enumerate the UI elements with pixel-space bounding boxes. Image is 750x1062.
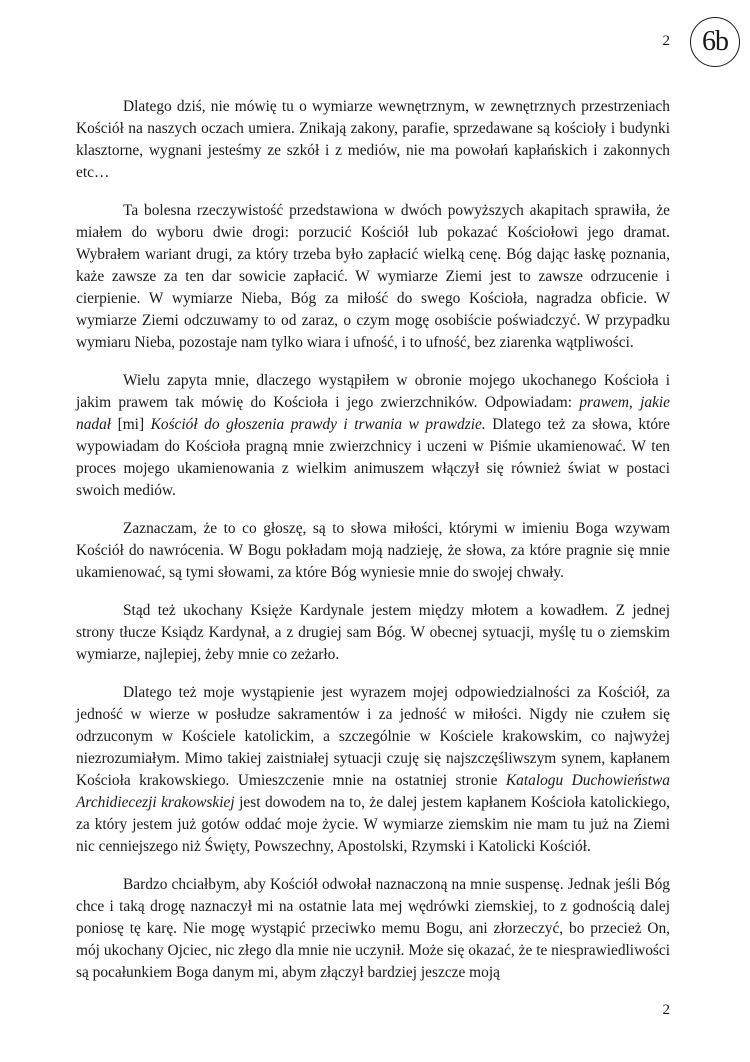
text-run: Stąd też ukochany Księże Kardynale jestem między młotem a kowadłem. Z jednej strony tłucze Ksiądz Kardynał, a z drugiej sam Bóg. W obecnej sytuacji, myślę tu o ziemskim wymiarze, najlepiej, żeby mnie co zeżarło. [76, 602, 670, 663]
paragraph [76, 874, 670, 984]
text-run: Zaznaczam, że to co głoszę, są to słowa miłości, którymi w imieniu Boga wzywam Kościół do nawrócenia. W Bogu pokładam moją nadzieję, że słowa, za które pragnie się mnie ukamienować, są tymi słowami, za które Bóg wyniesie mnie do swojej chwały. [76, 520, 670, 581]
text-run: Wielu zapyta mnie, dlaczego wystąpiłem w obronie mojego ukochanego Kościoła i jakim prawem tak mówię do Kościoła i jego zwierzchników. Odpowiadam: [76, 372, 670, 411]
paragraph [76, 600, 670, 666]
text-run: Dlatego też za słowa, które wypowiadam do Kościoła pragną mnie zwierzchnicy i uczeni w Piśmie ukamienować. W ten proces mojego ukamienowania z wielkim animuszem włączył się również świat w postaci swoich mediów. [76, 416, 670, 499]
italic-text: Katalogu Duchowieństwa Archidiecezji krakowskiej [76, 772, 670, 811]
text-run: Dlatego też moje wystąpienie jest wyrazem mojej odpowiedzialności za Kościół, za jedność w wierze w posłudze sakramentów i za jedność w miłości. Nigdy nie czułem się odrzuconym w Kościele katolickim, a szczególnie w Kościele krakowskim, co najwyżej niezrozumiałym. Mimo takiej zaistniałej sytuacji czuję się najszczęśliwszym synem, kapłanem Kościoła krakowskiego. Umieszczenie mnie na ostatniej stronie [76, 684, 670, 789]
paragraph [76, 518, 670, 584]
paragraph [76, 96, 670, 184]
italic-text: prawem, jakie nadał [76, 394, 671, 433]
text-run: Bardzo chciałbym, aby Kościół odwołał naznaczoną na mnie suspensę. Jednak jeśli Bóg chce i taką drogę naznaczył mi na ostatnie lata mej wędrówki ziemskiej, to z godnością dalej poniosę tę karę. Nie mogę wystąpić przeciwko memu Bogu, ani złorzeczyć, bo przecież On, mój ukochany Ojciec, nic złego dla mnie nie uczynił. Może się okazać, że te niesprawiedliwości są pocałunkiem Boga danym mi, abym złączył bardziej jeszcze moją [76, 876, 670, 981]
paragraph [76, 370, 670, 502]
text-run: jest dowodem na to, że dalej jestem kapłanem Kościoła katolickiego, za który jestem już gotów oddać moje życie. W wymiarze ziemskim nie mam tu już na Ziemi nic cenniejszego niż Święty, Powszechny, Apostolski, Rzymski i Katolicki Kościół. [76, 794, 670, 855]
text-run: Dlatego dziś, nie mówię tu o wymiarze wewnętrznym, w zewnętrznych przestrzeniach Kościół na naszych oczach umiera. Znikają zakony, parafie, sprzedawane są kościoły i budynki klasztorne, wygnani jesteśmy ze szkół i z mediów, nie ma powołań kapłańskich i zakonnych etc… [76, 98, 670, 181]
paragraph [76, 682, 670, 858]
page-number-bottom: 2 [662, 1002, 670, 1018]
italic-text: Kościół do głoszenia prawdy i trwania w prawdzie. [150, 416, 486, 433]
page-number-top: 2 [662, 33, 670, 49]
letter-body [76, 96, 670, 1000]
page-badge: 6b [690, 17, 740, 67]
paragraph [76, 200, 670, 354]
text-run: Ta bolesna rzeczywistość przedstawiona w dwóch powyższych akapitach sprawiła, że miałem do wyboru dwie drogi: porzucić Kościół lub pokazać Kościołowi jego dramat. Wybrałem wariant drugi, za który trzeba było zapłacić wielką cenę. Bóg dając łaskę poznania, każe zawsze za ten dar sowicie zapłacić. W wymiarze Ziemi jest to zawsze odrzucenie i cierpienie. W wymiarze Nieba, Bóg za miłość do swego Kościoła, nagradza obficie. W wymiarze Ziemi odczuwamy to od zaraz, o czym mogę osobiście poświadczyć. W przypadku wymiaru Nieba, pozostaje nam tylko wiara i ufność, i to ufność, bez ziarenka wątpliwości. [76, 202, 670, 351]
text-run: [mi] [111, 416, 151, 433]
